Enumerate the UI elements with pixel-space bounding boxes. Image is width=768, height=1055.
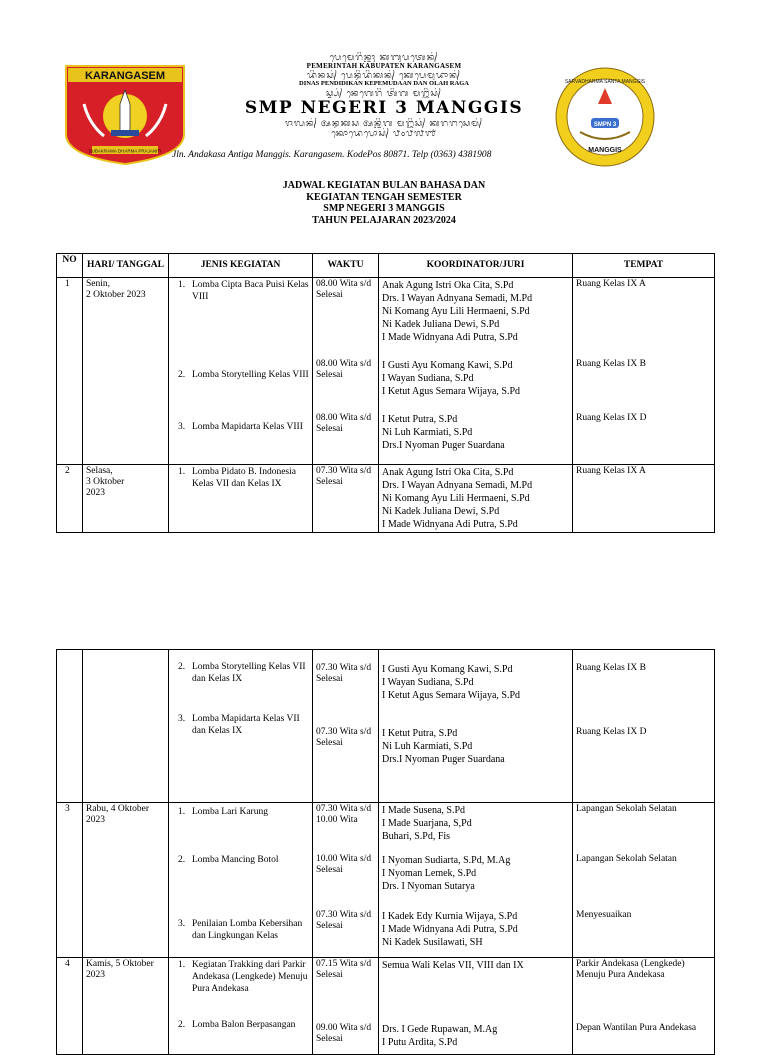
schedule-table-continued [56, 649, 715, 1055]
row-number: 3 [57, 803, 83, 958]
balinese-script-line: ᬓᭀᬤᬾᬧᭀᬲ᭄ ᭘᭐᭘᭗᭑ [331, 128, 437, 138]
waktu-value: 09.00 Wita s/d Selesai [316, 1023, 372, 1044]
waktu-value: 08.00 Wita s/d Selesai [316, 359, 372, 380]
row-koordinator [379, 958, 573, 1055]
row-koordinator [379, 650, 573, 803]
koordinator-value: Semua Wali Kelas VII, VIII dan IX [382, 960, 524, 971]
kegiatan-item [172, 1013, 309, 1043]
document-title [0, 180, 768, 226]
letterhead [0, 0, 768, 170]
tempat-value: Ruang Kelas IX B [576, 663, 646, 673]
kegiatan-item [172, 466, 309, 528]
kegiatan-item [172, 651, 309, 705]
kegiatan-item [172, 804, 309, 854]
koordinator-value: Drs. I Gede Rupawan, M.Ag I Putu Ardita, S.Pd [382, 1024, 498, 1048]
row-date: Senin, 2 Oktober 2023 [83, 278, 169, 465]
title-line: JADWAL KEGIATAN BULAN BAHASA DAN [282, 180, 486, 191]
kegiatan-label: Lomba Mapidarta Kelas VIII [192, 422, 303, 432]
title-line: SMP NEGERI 3 MANGGIS [323, 203, 445, 214]
tempat-value: Lapangan Sekolah Selatan [576, 804, 677, 814]
header-no: NO [57, 254, 83, 278]
row-date: Kamis, 5 Oktober 2023 [83, 958, 169, 1055]
waktu-value: 07.30 Wita s/d Selesai [316, 663, 372, 684]
waktu-value: 07.30 Wita s/d Selesai [316, 466, 372, 487]
header-tempat: TEMPAT [573, 254, 715, 278]
tempat-value: Lapangan Sekolah Selatan [576, 854, 677, 864]
waktu-value: 10.00 Wita s/d Selesai [316, 854, 372, 875]
tempat-value: Menyesuaikan [576, 910, 632, 920]
row-number [57, 650, 83, 803]
kegiatan-label: Lomba Storytelling Kelas VII dan Kelas IX [192, 662, 306, 684]
dinas-line: DINAS PENDIDIKAN KEPEMUDAAN DAN OLAH RAGA [299, 80, 469, 87]
kegiatan-label: Penilaian Lomba Kebersihan dan Lingkungan Kelas [192, 919, 303, 941]
header-koordinator: KOORDINATOR/JURI [379, 254, 573, 278]
tempat-value: Ruang Kelas IX A [576, 466, 646, 476]
row-waktu [313, 958, 379, 1055]
balinese-script-line: ᬚᬮᬦ᭄ ᬅᬦ᭄ᬤᬓᬲ ᬅᬦ᭄ᬢᬶᬕ ᬫᬗ᭄ᬕᬶᬲ᭄ ᬓᬭᬗᬲᬾᬫ᭄ [285, 118, 483, 128]
row-tempat [573, 465, 715, 533]
kegiatan-number: 3. [178, 422, 186, 432]
kegiatan-number: 1. [178, 280, 186, 290]
kegiatan-number: 2. [178, 855, 186, 865]
tempat-value: Ruang Kelas IX B [576, 359, 646, 369]
row-koordinator [379, 278, 573, 465]
row-tempat [573, 803, 715, 958]
waktu-value: 08.00 Wita s/d Selesai [316, 279, 372, 300]
kegiatan-number: 2. [178, 662, 186, 672]
header-hari-tanggal: HARI/ TANGGAL [83, 254, 169, 278]
row-tempat [573, 278, 715, 465]
koordinator-value: I Ketut Putra, S.Pd Ni Luh Karmiati, S.Pd Drs.I Nyoman Puger Suardana [382, 728, 505, 765]
kegiatan-label: Kegiatan Trakking dari Parkir Andekasa (Lengkede) Menuju Pura Andekasa [192, 960, 308, 994]
logo-left-text: KARANGASEM [84, 70, 166, 82]
kegiatan-item [172, 959, 309, 1013]
koordinator-value: I Made Susena, S.Pd I Made Suarjana, S,Pd Buhari, S.Pd, Fis [382, 805, 472, 842]
waktu-value: 07.30 Wita s/d 10.00 Wita [316, 804, 372, 825]
row-kegiatan [169, 958, 313, 1055]
koordinator-value: I Ketut Putra, S.Pd Ni Luh Karmiati, S.Pd Drs.I Nyoman Puger Suardana [382, 414, 505, 451]
kegiatan-number: 2. [178, 1020, 186, 1030]
row-date: Rabu, 4 Oktober 2023 [83, 803, 169, 958]
schedule-row [57, 803, 715, 958]
balinese-script-line: ᬧᬾᬫᬾᬭᬶᬦ᭄ᬢᬄ ᬓᬩᬸᬧᬢᬾᬦ᭄ [329, 52, 439, 62]
kegiatan-item [172, 910, 309, 956]
school-name: SMP NEGERI 3 MANGGIS [244, 98, 524, 118]
kegiatan-item [172, 854, 309, 910]
title-line: KEGIATAN TENGAH SEMESTER [306, 191, 462, 203]
row-kegiatan [169, 465, 313, 533]
kegiatan-label: Lomba Pidato B. Indonesia Kelas VII dan Kelas IX [192, 467, 296, 489]
waktu-value: 07.30 Wita s/d Selesai [316, 727, 372, 748]
logo-right-top: SARVADHARMA SANTA MANGGIS [564, 79, 646, 85]
logo-left-banner: SUBAKRAMA DHARMA PRAJANITI [88, 148, 162, 154]
koordinator-value: I Gusti Ayu Komang Kawi, S.Pd I Wayan Sudiana, S.Pd I Ketut Agus Semara Wijaya, S.Pd [382, 664, 521, 701]
row-tempat [573, 650, 715, 803]
kegiatan-number: 3. [178, 919, 186, 929]
title-line: TAHUN PELAJARAN 2023/2024 [312, 214, 456, 226]
row-waktu [313, 278, 379, 465]
waktu-value: 07.15 Wita s/d Selesai [316, 959, 372, 980]
kegiatan-label: Lomba Mancing Botol [192, 855, 279, 865]
tempat-value: Parkir Andekasa (Lengkede) Menuju Pura Andekasa [576, 959, 685, 980]
government-line: PEMERINTAH KABUPATEN KARANGASEM [306, 62, 462, 70]
row-kegiatan [169, 650, 313, 803]
school-address: Jln. Andakasa Antiga Manggis. Karangasem. KodePos 80871. Telp (0363) 4381908 [172, 150, 492, 160]
row-number: 4 [57, 958, 83, 1055]
row-number: 2 [57, 465, 83, 533]
kegiatan-item [172, 705, 309, 779]
row-koordinator [379, 803, 573, 958]
waktu-value: 07.30 Wita s/d Selesai [316, 910, 372, 931]
tempat-value: Ruang Kelas IX A [576, 279, 646, 289]
kegiatan-number: 2. [178, 370, 186, 380]
row-number: 1 [57, 278, 83, 465]
kegiatan-label: Lomba Balon Berpasangan [192, 1020, 296, 1030]
kegiatan-item [172, 279, 309, 359]
koordinator-value: Anak Agung Istri Oka Cita, S.Pd Drs. I Wayan Adnyana Semadi, M.Pd Ni Komang Ayu Lili Hermaeni, S.Pd Ni Kadek Juliana Dewi, S.Pd I Made Widnyana Adi Putra, S.Pd [382, 280, 533, 343]
schedule-row [57, 650, 715, 803]
row-date: Selasa, 3 Oktober 2023 [83, 465, 169, 533]
koordinator-value: I Kadek Edy Kurnia Wijaya, S.Pd I Made Widnyana Adi Putra, S.Pd Ni Kadek Susilawati, SH [382, 911, 518, 948]
tempat-value: Depan Wantilan Pura Andekasa [576, 1023, 697, 1033]
schedule-row [57, 278, 715, 465]
tempat-value: Ruang Kelas IX D [576, 413, 647, 423]
logo-right-badge: SMPN 3 [593, 122, 617, 128]
schedule-row [57, 465, 715, 533]
logo-right-bottom: MANGGIS [588, 147, 622, 154]
row-kegiatan [169, 803, 313, 958]
kegiatan-label: Lomba Storytelling Kelas VIII [192, 370, 309, 380]
row-waktu [313, 650, 379, 803]
koordinator-value: Anak Agung Istri Oka Cita, S.Pd Drs. I Wayan Adnyana Semadi, M.Pd Ni Komang Ayu Lili Hermaeni, S.Pd Ni Kadek Juliana Dewi, S.Pd I Made Widnyana Adi Putra, S.Pd [382, 467, 533, 530]
row-waktu [313, 803, 379, 958]
balinese-script-line: ᬤᬶᬦᬲ᭄ ᬧᬾᬦ᭄ᬤᬶᬤᬶᬓᬦ᭄ ᬓᬾᬧᬾᬫᬸᬤᬵᬦ᭄ [307, 70, 461, 80]
kegiatan-item [172, 359, 309, 413]
header-jenis-kegiatan: JENIS KEGIATAN [169, 254, 313, 278]
tempat-value: Ruang Kelas IX D [576, 727, 647, 737]
kegiatan-item [172, 413, 309, 463]
row-tempat [573, 958, 715, 1055]
kegiatan-label: Lomba Lari Karung [192, 807, 268, 817]
koordinator-value: I Gusti Ayu Komang Kawi, S.Pd I Wayan Sudiana, S.Pd I Ketut Agus Semara Wijaya, S.Pd [382, 360, 521, 397]
kegiatan-label: Lomba Mapidarta Kelas VII dan Kelas IX [192, 714, 300, 736]
koordinator-value: I Nyoman Sudiarta, S.Pd, M.Ag I Nyoman Lemek, S.Pd Drs. I Nyoman Sutarya [382, 855, 511, 892]
smpn3-manggis-logo [546, 66, 664, 168]
row-koordinator [379, 465, 573, 533]
waktu-value: 08.00 Wita s/d Selesai [316, 413, 372, 434]
kegiatan-label: Lomba Cipta Baca Puisi Kelas VIII [192, 280, 309, 302]
kegiatan-number: 1. [178, 467, 186, 477]
kegiatan-number: 1. [178, 807, 186, 817]
kegiatan-number: 1. [178, 960, 186, 970]
karangasem-logo [64, 64, 186, 166]
letterhead-text [200, 52, 568, 138]
kegiatan-number: 3. [178, 714, 186, 724]
balinese-script-line: ᬲ᭄ᬫ᭄ᬧ᭄ ᬦᬾᬕᬾᬭᬶ ᬢᬶᬕ ᬫᬗ᭄ᬕᬶᬲ᭄ [326, 88, 442, 98]
schedule-table [56, 253, 715, 533]
header-waktu: WAKTU [313, 254, 379, 278]
row-date [83, 650, 169, 803]
schedule-row [57, 958, 715, 1055]
row-waktu [313, 465, 379, 533]
row-kegiatan [169, 278, 313, 465]
